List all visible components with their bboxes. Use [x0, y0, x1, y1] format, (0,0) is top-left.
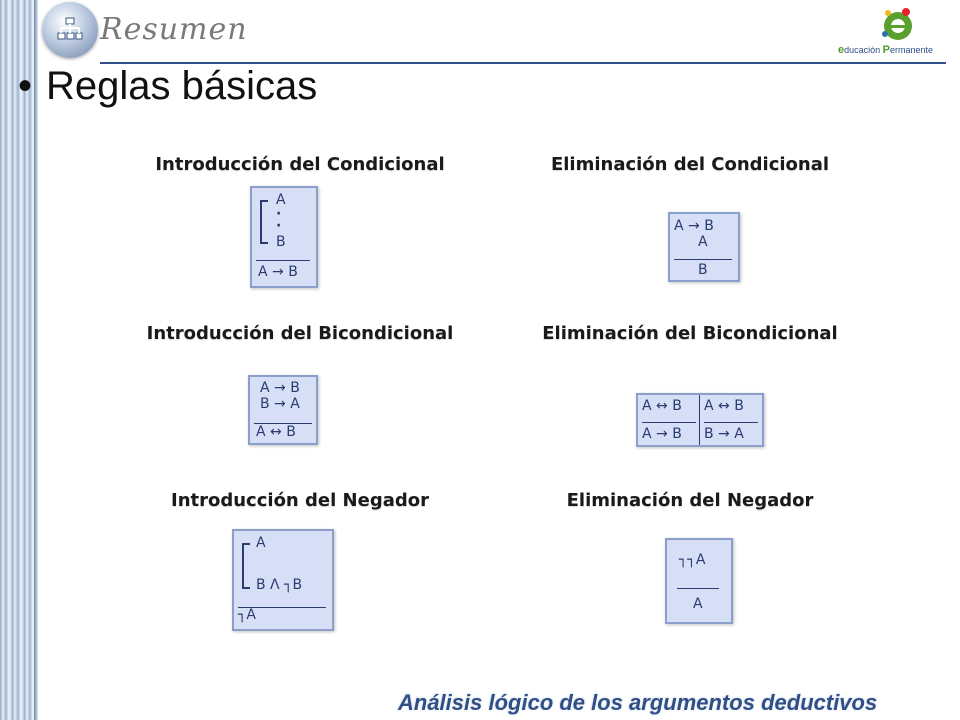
brand-word-2: ermanente — [890, 45, 934, 55]
derived-b: B — [276, 234, 286, 250]
conclusion: ┐A — [238, 607, 257, 623]
right-inference-line — [704, 422, 758, 423]
inference-line — [674, 259, 732, 260]
premise-a: A — [276, 192, 286, 208]
rule-box-elim-biconditional — [636, 393, 764, 447]
premise-2: B → A — [260, 396, 300, 412]
premise-2: A — [698, 234, 708, 250]
ellipsis-dot-2: · — [276, 218, 282, 234]
sitemap-logo-icon — [42, 2, 98, 58]
heading-intro-biconditional: Introducción del Bicondicional — [146, 323, 454, 344]
heading-elim-biconditional: Eliminación del Bicondicional — [542, 323, 838, 344]
right-premise: A ↔ B — [704, 398, 744, 414]
left-rail-edge — [34, 0, 38, 720]
inference-line — [677, 588, 719, 589]
heading-intro-conditional: Introducción del Condicional — [155, 154, 445, 175]
rule-box-elim-negator — [665, 538, 733, 624]
heading-elim-negator: Eliminación del Negador — [566, 490, 814, 511]
contradiction: B Λ ┐B — [256, 577, 303, 593]
rule-box-intro-negator — [232, 529, 334, 631]
brand-letter-e: e — [838, 44, 845, 56]
left-conclusion: A → B — [642, 426, 682, 442]
right-conclusion: B → A — [704, 426, 744, 442]
title-bullet: • — [18, 64, 33, 108]
educacion-permanente-logo-icon — [876, 4, 916, 44]
heading-intro-negator: Introducción del Negador — [171, 490, 429, 511]
left-premise: A ↔ B — [642, 398, 682, 414]
rule-box-intro-biconditional — [248, 375, 318, 445]
conclusion: A → B — [258, 264, 298, 280]
conclusion: A ↔ B — [256, 424, 296, 440]
heading-elim-conditional: Eliminación del Condicional — [550, 154, 830, 175]
premise-1: A → B — [260, 380, 300, 396]
footer-caption: Análisis lógico de los argumentos deductivos — [398, 690, 878, 715]
brand-caption — [838, 44, 933, 56]
assumption-a: A — [256, 535, 266, 551]
conclusion: B — [698, 262, 708, 278]
rule-box-intro-conditional — [250, 186, 318, 288]
rule-box-elim-conditional — [668, 212, 740, 282]
header-title: Resumen — [100, 12, 248, 47]
ellipsis-dot-1: · — [276, 206, 282, 222]
left-inference-line — [642, 422, 696, 423]
brand-word-1: ducación — [844, 45, 883, 55]
subproof-bracket — [242, 543, 250, 589]
column-divider — [699, 395, 700, 445]
inference-line — [256, 260, 310, 261]
slide-title: Reglas básicas — [46, 64, 318, 108]
premise-1: A → B — [674, 218, 714, 234]
premise: ┐┐A — [679, 552, 706, 568]
conclusion: A — [693, 596, 703, 612]
subproof-bracket — [260, 200, 268, 244]
brand-letter-p: P — [882, 44, 890, 56]
